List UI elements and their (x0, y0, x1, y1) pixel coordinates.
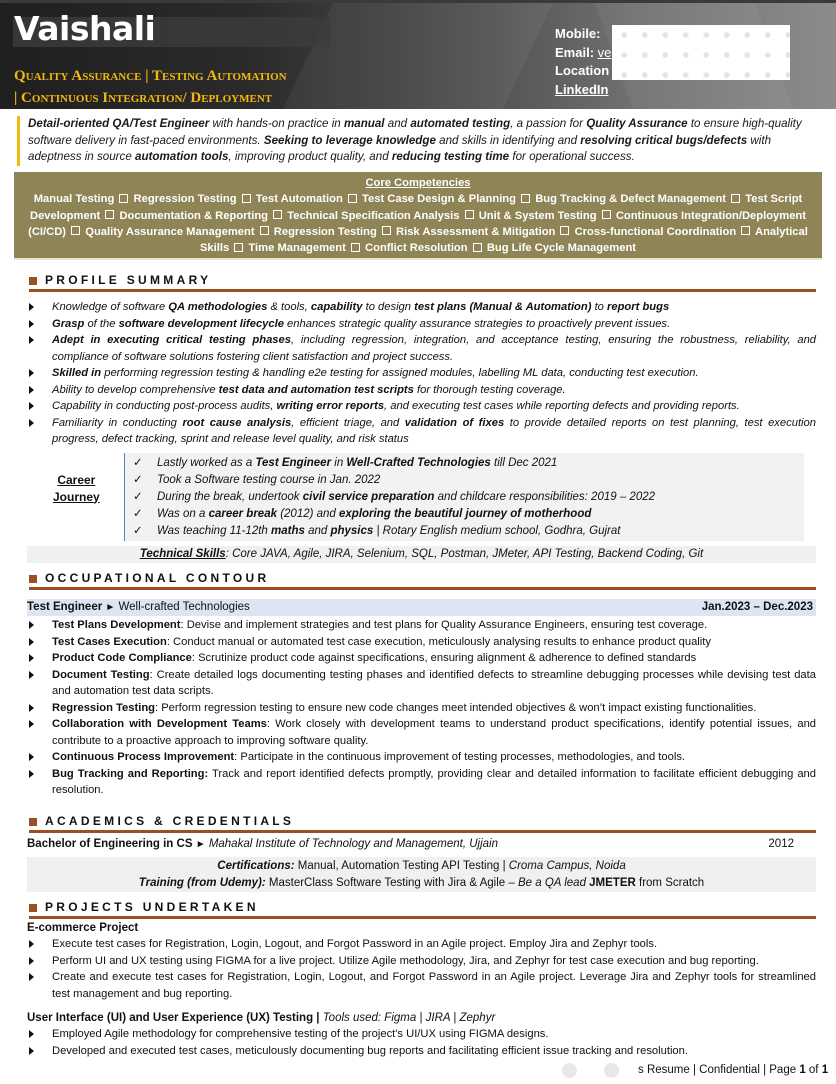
career-journey-text: and childcare responsibilities: 2019 – 2022 (434, 491, 656, 503)
linkedin-link[interactable]: LinkedIn (555, 81, 609, 97)
intro-text: , improving product quality, and (228, 150, 392, 163)
competency-item: Quality Assurance Management (85, 225, 255, 238)
section-title: PROJECTS UNDERTAKEN (45, 900, 259, 914)
job-title: Test Engineer (27, 601, 103, 613)
job-bullets (29, 617, 816, 799)
job-dates: Jan.2023 – Dec.2023 (701, 601, 813, 613)
profile-text: Skilled in (52, 367, 102, 379)
page-total: 1 (821, 1064, 829, 1076)
mobile-field: Mobile: (555, 26, 601, 41)
profile-text: enhances strategic quality assurance strategies to proactively prevent issues. (283, 317, 671, 330)
job-bullet (29, 650, 816, 667)
checkbox-icon (105, 210, 114, 219)
intro-text: , a passion for (510, 117, 587, 130)
profile-text: Ability to develop comprehensive (52, 383, 219, 396)
checkbox-icon (234, 243, 243, 252)
intro-text: Detail-oriented QA/Test Engineer (28, 117, 210, 130)
arrow-right-icon: ► (105, 602, 116, 613)
training-italic: Be a QA lead (517, 876, 586, 889)
profile-text: report bugs (607, 301, 670, 313)
career-journey-text: career break (208, 508, 277, 520)
career-journey-text: exploring the beautiful journey of motherhood (339, 508, 592, 520)
profile-text: to (591, 301, 608, 313)
competency-item: Unit & System Testing (478, 209, 597, 222)
job-bullet (29, 617, 816, 634)
job-company: Well-crafted Technologies (115, 601, 250, 613)
technical-skills (27, 546, 816, 563)
training-line (27, 875, 816, 892)
career-journey-item (125, 472, 804, 489)
profile-text: Familiarity in conducting (52, 416, 183, 429)
profile-text: Capability in conducting post-process audits, (52, 400, 277, 412)
intro-text: Seeking to leverage knowledge (263, 133, 436, 147)
checkbox-icon (242, 194, 251, 203)
career-journey-text: During the break, undertook (157, 491, 303, 503)
career-journey-text: civil service preparation (302, 491, 435, 503)
mobile-label: Mobile (555, 26, 597, 41)
institute: Mahakal Institute of Technology and Management, Ujjain (208, 838, 498, 850)
job-title-company (27, 599, 250, 616)
project-bullet: Employed Agile methodology for comprehensive testing of the project's UI/UX using FIGMA designs. (29, 1026, 816, 1043)
competency-item: Technical Specification Analysis (287, 209, 460, 222)
career-journey-list (124, 453, 804, 541)
career-journey-text: Was on a (157, 508, 209, 520)
job-bullet-key: Regression Testing (52, 701, 155, 714)
career-journey-text: Test Engineer (255, 457, 332, 469)
job-bullet-key: Product Code Compliance (52, 652, 192, 664)
profile-text: capability (310, 301, 363, 313)
job-bullet-text: : Devise and implement strategies and test plans for Quality Assurance Engineers, ensuring test coverage. (180, 619, 708, 631)
profile-text: Grasp (52, 317, 85, 330)
profile-text: test plans (Manual & Automation) (414, 301, 592, 313)
profile-summary-item (29, 415, 816, 448)
certifications-value: Manual, Automation Testing API Testing | (294, 860, 509, 872)
checkbox-icon (382, 226, 391, 235)
project-bullets (29, 1026, 816, 1059)
profile-text: Adept in executing critical testing phases (52, 334, 291, 346)
job-bullet-key: Test Plans Development (52, 619, 181, 631)
headline-line-1: Quality Assurance | Testing Automation (14, 68, 287, 84)
intro-text: and skills in identifying and (435, 133, 581, 147)
arrow-right-icon: ► (195, 839, 206, 850)
job-bullet-key: Bug Tracking and Reporting: (52, 767, 209, 780)
job-bullet (29, 766, 816, 799)
section-heading-academics (29, 811, 816, 833)
candidate-name: Vaishali (14, 9, 156, 48)
competency-item: Conflict Resolution (365, 242, 468, 255)
checkbox-icon (560, 226, 569, 235)
checkbox-icon (351, 243, 360, 252)
technical-skills-label: Technical Skills (139, 548, 226, 560)
location-field (555, 62, 611, 81)
profile-text: QA methodologies (168, 301, 268, 313)
profile-summary-list (29, 299, 816, 448)
certifications-block (27, 857, 816, 892)
checkbox-icon (521, 194, 530, 203)
profile-text: , and executing test cases while reporting defects and providing reports. (384, 400, 740, 412)
email-link[interactable]: ve (597, 44, 612, 60)
career-journey-item (125, 489, 804, 506)
checkbox-icon (602, 210, 611, 219)
intro-text: with adeptness in source (28, 133, 772, 163)
project-tools: Tools used: Figma | JIRA | Zephyr (322, 1012, 496, 1024)
project-bullet: Execute test cases for Registration, Login, Logout, and Forgot Password in an Agile project. Employ Jira and Zephyr tools. (29, 936, 816, 953)
project-title (27, 1010, 495, 1026)
career-journey-item (125, 506, 804, 523)
training-label: Training (from Udemy): (138, 876, 266, 889)
career-journey-text: and (304, 525, 331, 537)
job-bullet (29, 716, 816, 749)
project-name: User Interface (UI) and User Experience (UX) Testing | (27, 1012, 323, 1024)
intro-text: automation tools (135, 150, 229, 163)
profile-text: validation of fixes (404, 416, 505, 429)
footer-text (638, 1062, 828, 1078)
competency-item: Continuous Integration/Deployment (CI/CD) (28, 209, 806, 238)
profile-summary-item (29, 332, 816, 365)
competency-item: Regression Testing (133, 193, 237, 206)
training-bold: JMETER (585, 876, 636, 889)
check-icon: ✓ (133, 491, 143, 503)
checkbox-icon (119, 194, 128, 203)
section-heading-projects (29, 897, 816, 919)
intro-text: automated testing (410, 117, 511, 130)
career-journey-text: in (331, 457, 347, 469)
intro-text: manual (343, 117, 385, 130)
career-journey-text: physics (330, 525, 374, 537)
profile-summary-item (29, 382, 816, 399)
redaction-blob (604, 1063, 619, 1078)
email-label: Email (555, 44, 590, 60)
footer-of: of (805, 1064, 822, 1076)
section-marker-icon (29, 575, 37, 583)
profile-text: to design (362, 301, 415, 313)
profile-summary-item (29, 299, 816, 316)
job-bullet-text: : Conduct manual or automated test case execution, meticulously analysing results to enhance product quality (166, 635, 711, 648)
intro-text: reducing testing time (391, 150, 510, 163)
job-header (27, 599, 816, 616)
competency-item: Documentation & Reporting (119, 209, 269, 222)
degree: Bachelor of Engineering in CS (27, 838, 193, 850)
career-journey-item (125, 455, 804, 472)
profile-text: performing regression testing & handling e2e testing for assigned modules, labelling ML data, conducting test execution. (101, 367, 699, 379)
headline-line-2: | Continuous Integration/ Deployment (14, 90, 273, 106)
checkbox-icon (348, 194, 357, 203)
technical-skills-value: : Core JAVA, Agile, JIRA, Selenium, SQL, Postman, JMeter, API Testing, Backend Coding, Git (225, 548, 704, 560)
competency-item: Risk Assessment & Mitigation (396, 225, 556, 238)
section-heading-profile (29, 270, 816, 292)
intro-text: for operational success. (509, 150, 635, 163)
profile-text: of the (84, 317, 119, 330)
project-bullet: Perform UI and UX testing using FIGMA for a live project. Utilize Agile methodology, Jira, and Zephyr for test case execution and bug reporting. (29, 953, 816, 970)
job-bullet (29, 700, 816, 717)
profile-summary-item (29, 398, 816, 415)
profile-text: root cause analysis (182, 416, 292, 429)
job-bullet-text: : Scrutinize product code against specifications, ensuring alignment & adherence to defined standards (191, 652, 697, 664)
redaction-blob (562, 1063, 577, 1078)
certifications-line (27, 858, 816, 875)
check-icon: ✓ (133, 508, 143, 520)
job-bullet (29, 667, 816, 700)
career-journey-item (125, 523, 804, 540)
intro-text: with hands-on practice in (209, 117, 344, 130)
competency-item: Test Case Design & Planning (362, 193, 516, 206)
job-bullet-text: : Work closely with development teams to understand product specifications, identify potential issues, and contribute to a proactive approach to improving software quality. (52, 718, 817, 747)
project-bullets (29, 936, 816, 1002)
section-title: PROFILE SUMMARY (45, 273, 212, 287)
profile-summary-item (29, 365, 816, 382)
training-end: from Scratch (635, 876, 705, 889)
page-number: 1 (799, 1064, 806, 1076)
profile-text: to provide detailed reports on test planning, test execution progress, defect tracking, sprint and release level quality, and risk status (52, 416, 816, 445)
job-bullet-text: : Create detailed logs documenting testing phases and identified defects to streamline debugging processes while devising test data and automation test data scripts. (52, 668, 816, 697)
location-label: Location (555, 63, 610, 78)
job-bullet (29, 749, 816, 766)
career-journey-text: Was teaching 11-12th (157, 525, 272, 537)
career-journey-text: maths (271, 525, 305, 537)
education-entry (27, 836, 816, 853)
job-bullet-text: : Participate in the continuous improvement of testing processes, methodologies, and tools. (234, 751, 686, 763)
project-bullet: Create and execute test cases for Registration, Login, Logout, and Forgot Password in an Agile project. Leverage Jira and Zephyr tools for streamlined test management and bug reporting. (29, 969, 816, 1002)
competency-item: Cross-functional Coordination (574, 225, 737, 238)
profile-text: , including regression, integration, and acceptance testing, ensuring the robustness, reliability, and compliance of software solutions fostering client satisfaction and project success. (52, 334, 817, 363)
check-icon: ✓ (133, 525, 143, 537)
graduation-year: 2012 (768, 838, 794, 850)
headline (14, 65, 287, 109)
competency-item: Time Management (248, 242, 346, 255)
section-marker-icon (29, 904, 37, 912)
competency-item: Analytical Skills (199, 225, 808, 255)
check-icon: ✓ (133, 457, 143, 469)
career-journey-label-line: Journey (53, 489, 100, 504)
intro-text: resolving critical bugs/defects (580, 133, 748, 147)
section-title: OCCUPATIONAL CONTOUR (45, 571, 270, 585)
job-bullet-key: Continuous Process Improvement (52, 751, 235, 763)
career-journey-text: Well-Crafted Technologies (346, 457, 491, 469)
job-bullet-key: Collaboration with Development Teams (52, 718, 267, 730)
resume-header (0, 0, 836, 109)
profile-text: Knowledge of software (52, 301, 169, 313)
profile-text: software development lifecycle (118, 317, 284, 330)
section-marker-icon (29, 818, 37, 826)
career-journey-text: (2012) and (277, 508, 340, 520)
project-name: E-commerce Project (27, 922, 139, 934)
competency-item: Bug Life Cycle Management (486, 242, 637, 255)
competency-item: Bug Tracking & Defect Management (535, 193, 727, 206)
section-title: ACADEMICS & CREDENTIALS (45, 814, 295, 828)
competency-item: Test Automation (255, 193, 343, 206)
career-journey-text: till Dec 2021 (490, 457, 558, 469)
job-bullet-text: Track and report identified defects promptly, providing clear and detailed information to facilitate efficient debugging and resolution. (52, 767, 816, 796)
profile-text: writing error reports (276, 400, 385, 412)
project-bullet: Developed and executed test cases, meticulously documenting bug reports and facilitating efficient issue tracking and resolution. (29, 1043, 816, 1060)
career-journey-text: Took a Software testing course in Jan. 2022 (157, 474, 381, 486)
core-competencies-title: Core Competencies (365, 177, 471, 189)
career-journey-text: | Rotary English medium school, Godhra, Gujrat (373, 525, 621, 537)
footer-label: s Resume | Confidential | Page (638, 1064, 800, 1076)
check-icon: ✓ (133, 474, 143, 486)
email-field: Email: ve (555, 44, 612, 60)
checkbox-icon (473, 243, 482, 252)
checkbox-icon (731, 194, 740, 203)
competency-item: Test Script Development (30, 193, 803, 222)
profile-text: test data and automation test scripts (218, 383, 414, 396)
checkbox-icon (741, 226, 750, 235)
core-competencies (14, 172, 822, 260)
training-value: MasterClass Software Testing with Jira & Agile – (265, 876, 518, 889)
checkbox-icon (273, 210, 282, 219)
certifications-label: Certifications: (217, 860, 295, 872)
job-bullet-key: Test Cases Execution (52, 635, 167, 648)
intro-text: to ensure high-quality software delivery in fast-paced environments. (28, 117, 802, 147)
checkbox-icon (260, 226, 269, 235)
job-bullet (29, 634, 816, 651)
profile-summary-item (29, 316, 816, 333)
intro-text: Quality Assurance (586, 117, 688, 130)
job-bullet-text: : Perform regression testing to ensure new code changes meet intended objectives & won’t impact existing functionalities. (155, 701, 757, 714)
job-bullet-key: Document Testing (52, 668, 150, 681)
intro-text: and (384, 117, 411, 130)
competency-item: Manual Testing (33, 193, 115, 206)
contact-block (555, 25, 611, 99)
core-competencies-list (14, 191, 822, 256)
checkbox-icon (71, 226, 80, 235)
project-title (27, 920, 138, 936)
redaction-box (612, 25, 790, 80)
profile-text: & tools, (267, 301, 311, 313)
competency-item: Regression Testing (273, 225, 377, 238)
section-heading-occupational (29, 568, 816, 590)
section-marker-icon (29, 277, 37, 285)
certifications-place: Croma Campus, Noida (508, 860, 626, 872)
career-journey-text: Lastly worked as a (157, 457, 256, 469)
profile-text: , efficient triage, and (291, 416, 405, 429)
checkbox-icon (465, 210, 474, 219)
career-journey-label (53, 472, 100, 505)
intro-paragraph (17, 116, 825, 166)
profile-text: for thorough testing coverage. (413, 383, 566, 396)
career-journey-label-line: Career (57, 473, 96, 487)
